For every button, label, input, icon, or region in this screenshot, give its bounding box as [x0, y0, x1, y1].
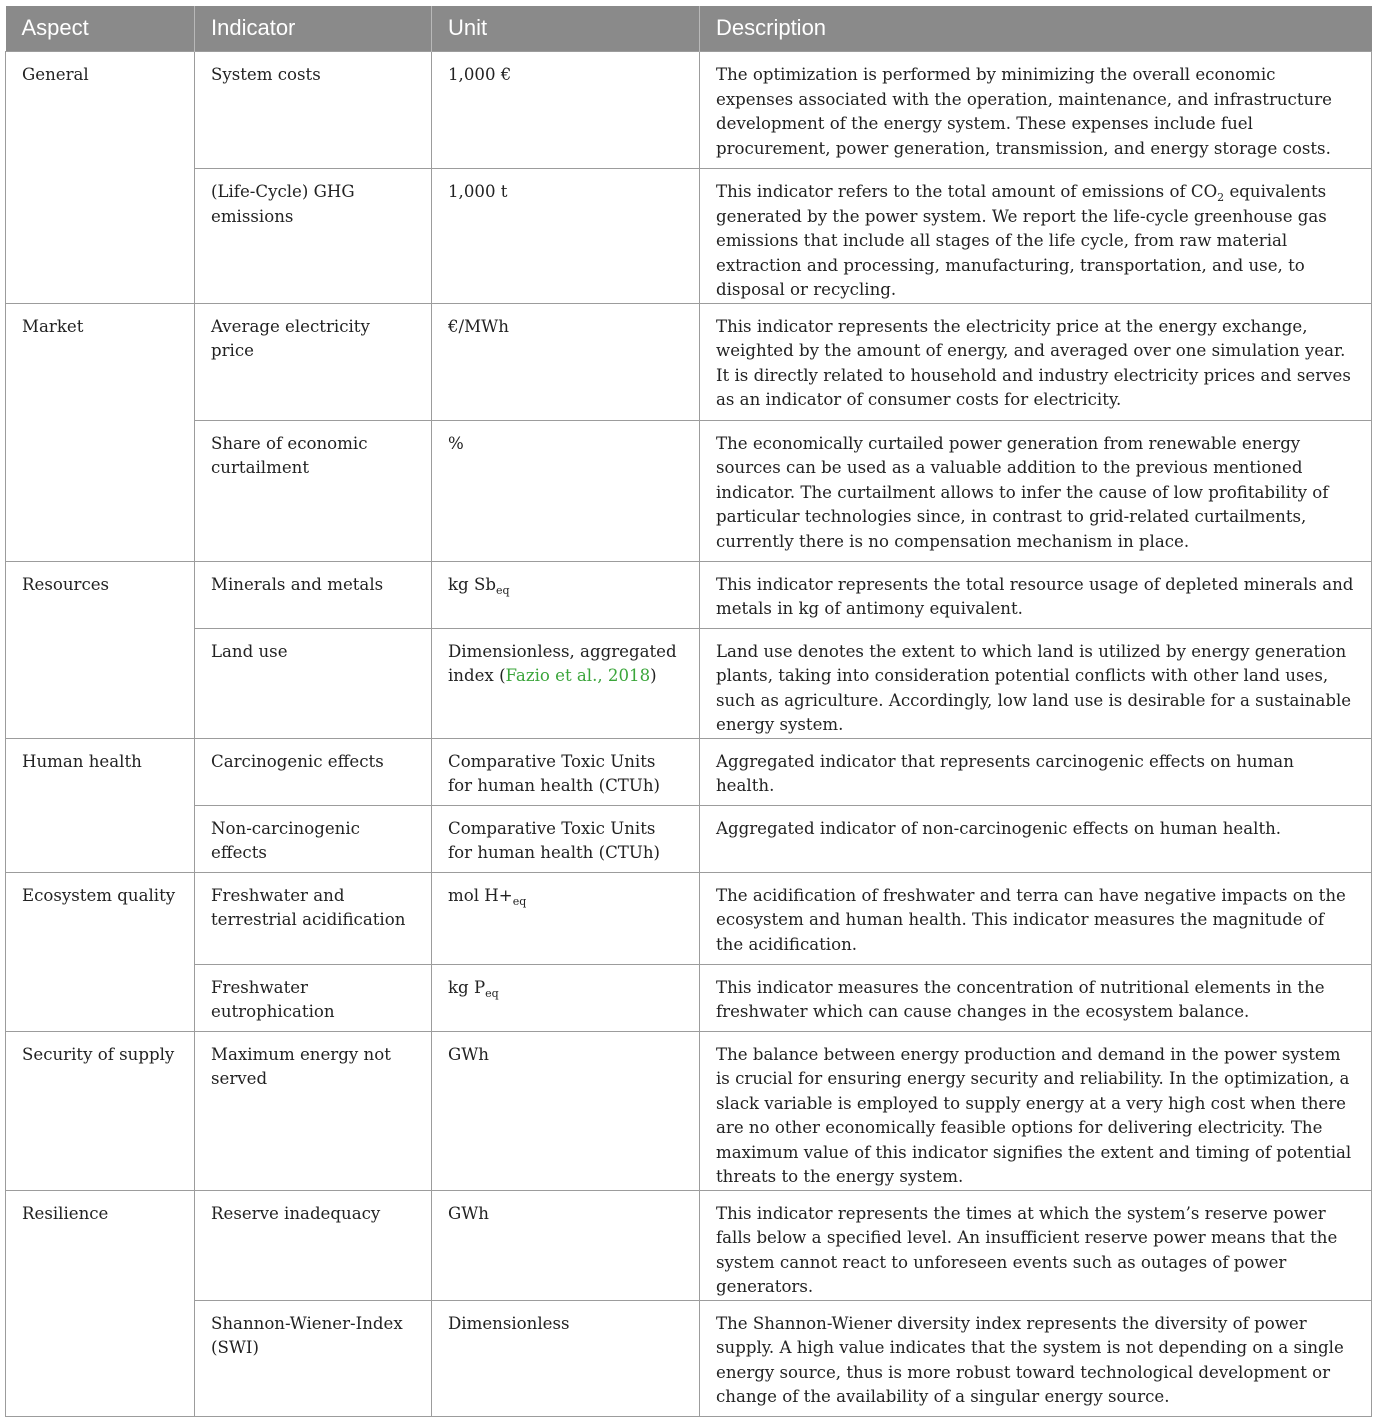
- unit-cell: GWh: [432, 1190, 700, 1300]
- indicator-cell: Minerals and metals: [195, 561, 432, 628]
- table-row: [6, 738, 1372, 805]
- aspect-cell: General: [6, 52, 195, 304]
- indicator-cell: Freshwater eutrophication: [195, 964, 432, 1031]
- indicator-cell: Maximum energy not served: [195, 1031, 432, 1190]
- unit-cell: €/MWh: [432, 303, 700, 420]
- table-row: [6, 420, 1372, 561]
- description-cell: [700, 169, 1372, 304]
- unit-text: mol H+: [448, 885, 513, 905]
- unit-text: kg P: [448, 977, 486, 997]
- aspect-cell: Resources: [6, 561, 195, 738]
- indicator-table: [5, 6, 1372, 1417]
- unit-cell: Comparative Toxic Units for human health (CTUh): [432, 805, 700, 872]
- table-row: [6, 805, 1372, 872]
- table-row: [6, 1190, 1372, 1300]
- aspect-cell: Security of supply: [6, 1031, 195, 1190]
- unit-cell: [432, 964, 700, 1031]
- aspect-cell: Market: [6, 303, 195, 561]
- description-cell: The optimization is performed by minimizing the overall economic expenses associated with the operation, maintenance, and infrastructure development of the energy system. These expenses include fuel procurement, power generation, transmission, and energy storage costs.: [700, 52, 1372, 169]
- header-row: [6, 6, 1372, 52]
- table-row: [6, 169, 1372, 304]
- description-cell: Aggregated indicator of non-carcinogenic effects on human health.: [700, 805, 1372, 872]
- description-cell: The acidification of freshwater and terra can have negative impacts on the ecosystem and human health. This indicator measures the magnitude of the acidification.: [700, 872, 1372, 964]
- table-row: [6, 1031, 1372, 1190]
- description-cell: This indicator represents the total resource usage of depleted minerals and metals in kg of antimony equivalent.: [700, 561, 1372, 628]
- indicator-cell: Share of economic curtailment: [195, 420, 432, 561]
- subscript: eq: [512, 894, 527, 908]
- description-text: equivalents generated by the power system. We report the life-cycle greenhouse gas emissions that include all stages of the life cycle, from raw material extraction and processing, manufacturing, transportation, and use, to disposal or recycling.: [716, 182, 1327, 299]
- description-cell: This indicator represents the times at which the system’s reserve power falls below a specified level. An insufficient reserve power means that the system cannot react to unforeseen events such as outages of power generators.: [700, 1190, 1372, 1300]
- unit-cell: GWh: [432, 1031, 700, 1190]
- description-text: This indicator refers to the total amount of emissions of CO: [716, 182, 1218, 201]
- table-row: [6, 303, 1372, 420]
- table-row: [6, 964, 1372, 1031]
- aspect-cell: Resilience: [6, 1190, 195, 1416]
- citation-link[interactable]: Fazio et al., 2018: [505, 666, 651, 685]
- unit-text: Dimensionless, aggregated index (: [448, 641, 677, 685]
- unit-cell: %: [432, 420, 700, 561]
- unit-cell: Comparative Toxic Units for human health (CTUh): [432, 738, 700, 805]
- indicator-cell: Shannon-Wiener-Index (SWI): [195, 1300, 432, 1416]
- unit-cell: 1,000 t: [432, 169, 700, 304]
- description-cell: The balance between energy production and demand in the power system is crucial for ensuring energy security and reliability. In the optimization, a slack variable is employed to supply energy at a very high cost when there are no other economically feasible options for delivering electricity. The maximum value of this indicator signifies the extent and timing of potential threats to the energy system.: [700, 1031, 1372, 1190]
- table-row: [6, 561, 1372, 628]
- description-cell: This indicator represents the electricity price at the energy exchange, weighted by the amount of energy, and averaged over one simulation year. It is directly related to household and industry electricity prices and serves as an indicator of consumer costs for electricity.: [700, 303, 1372, 420]
- unit-cell: 1,000 €: [432, 52, 700, 169]
- indicator-cell: (Life-Cycle) GHG emissions: [195, 169, 432, 304]
- table-row: [6, 52, 1372, 169]
- indicator-cell: Carcinogenic effects: [195, 738, 432, 805]
- aspect-cell: Human health: [6, 738, 195, 872]
- aspect-cell: Ecosystem quality: [6, 872, 195, 1031]
- description-cell: This indicator measures the concentration of nutritional elements in the freshwater which can cause changes in the ecosystem balance.: [700, 964, 1372, 1031]
- table-row: [6, 1300, 1372, 1416]
- unit-cell: [432, 872, 700, 964]
- header-indicator: Indicator: [195, 6, 432, 52]
- subscript: eq: [495, 583, 510, 597]
- unit-cell: [432, 561, 700, 628]
- indicator-cell: Non-carcinogenic effects: [195, 805, 432, 872]
- indicator-cell: Land use: [195, 628, 432, 738]
- unit-cell: [432, 628, 700, 738]
- indicator-cell: System costs: [195, 52, 432, 169]
- header-unit: Unit: [432, 6, 700, 52]
- description-cell: Land use denotes the extent to which land is utilized by energy generation plants, taking into consideration potential conflicts with other land uses, such as agriculture. Accordingly, low land use is desirable for a sustainable energy system.: [700, 628, 1372, 738]
- subscript: 2: [1217, 191, 1225, 204]
- indicator-cell: Reserve inadequacy: [195, 1190, 432, 1300]
- description-cell: The economically curtailed power generation from renewable energy sources can be used as a valuable addition to the previous mentioned indicator. The curtailment allows to infer the cause of low profitability of particular technologies since, in contrast to grid-related curtailments, currently there is no compensation mechanism in place.: [700, 420, 1372, 561]
- subscript: eq: [485, 986, 499, 1000]
- indicator-cell: Average electricity price: [195, 303, 432, 420]
- table-row: [6, 872, 1372, 964]
- table-row: [6, 628, 1372, 738]
- unit-text: ): [650, 666, 657, 685]
- header-aspect: Aspect: [6, 6, 195, 52]
- unit-cell: Dimensionless: [432, 1300, 700, 1416]
- header-description: Description: [700, 6, 1372, 52]
- description-cell: The Shannon-Wiener diversity index represents the diversity of power supply. A high value indicates that the system is not depending on a single energy source, thus is more robust toward technological development or change of the availability of a singular energy source.: [700, 1300, 1372, 1416]
- unit-text: kg Sb: [448, 574, 496, 594]
- indicator-cell: Freshwater and terrestrial acidification: [195, 872, 432, 964]
- description-cell: Aggregated indicator that represents carcinogenic effects on human health.: [700, 738, 1372, 805]
